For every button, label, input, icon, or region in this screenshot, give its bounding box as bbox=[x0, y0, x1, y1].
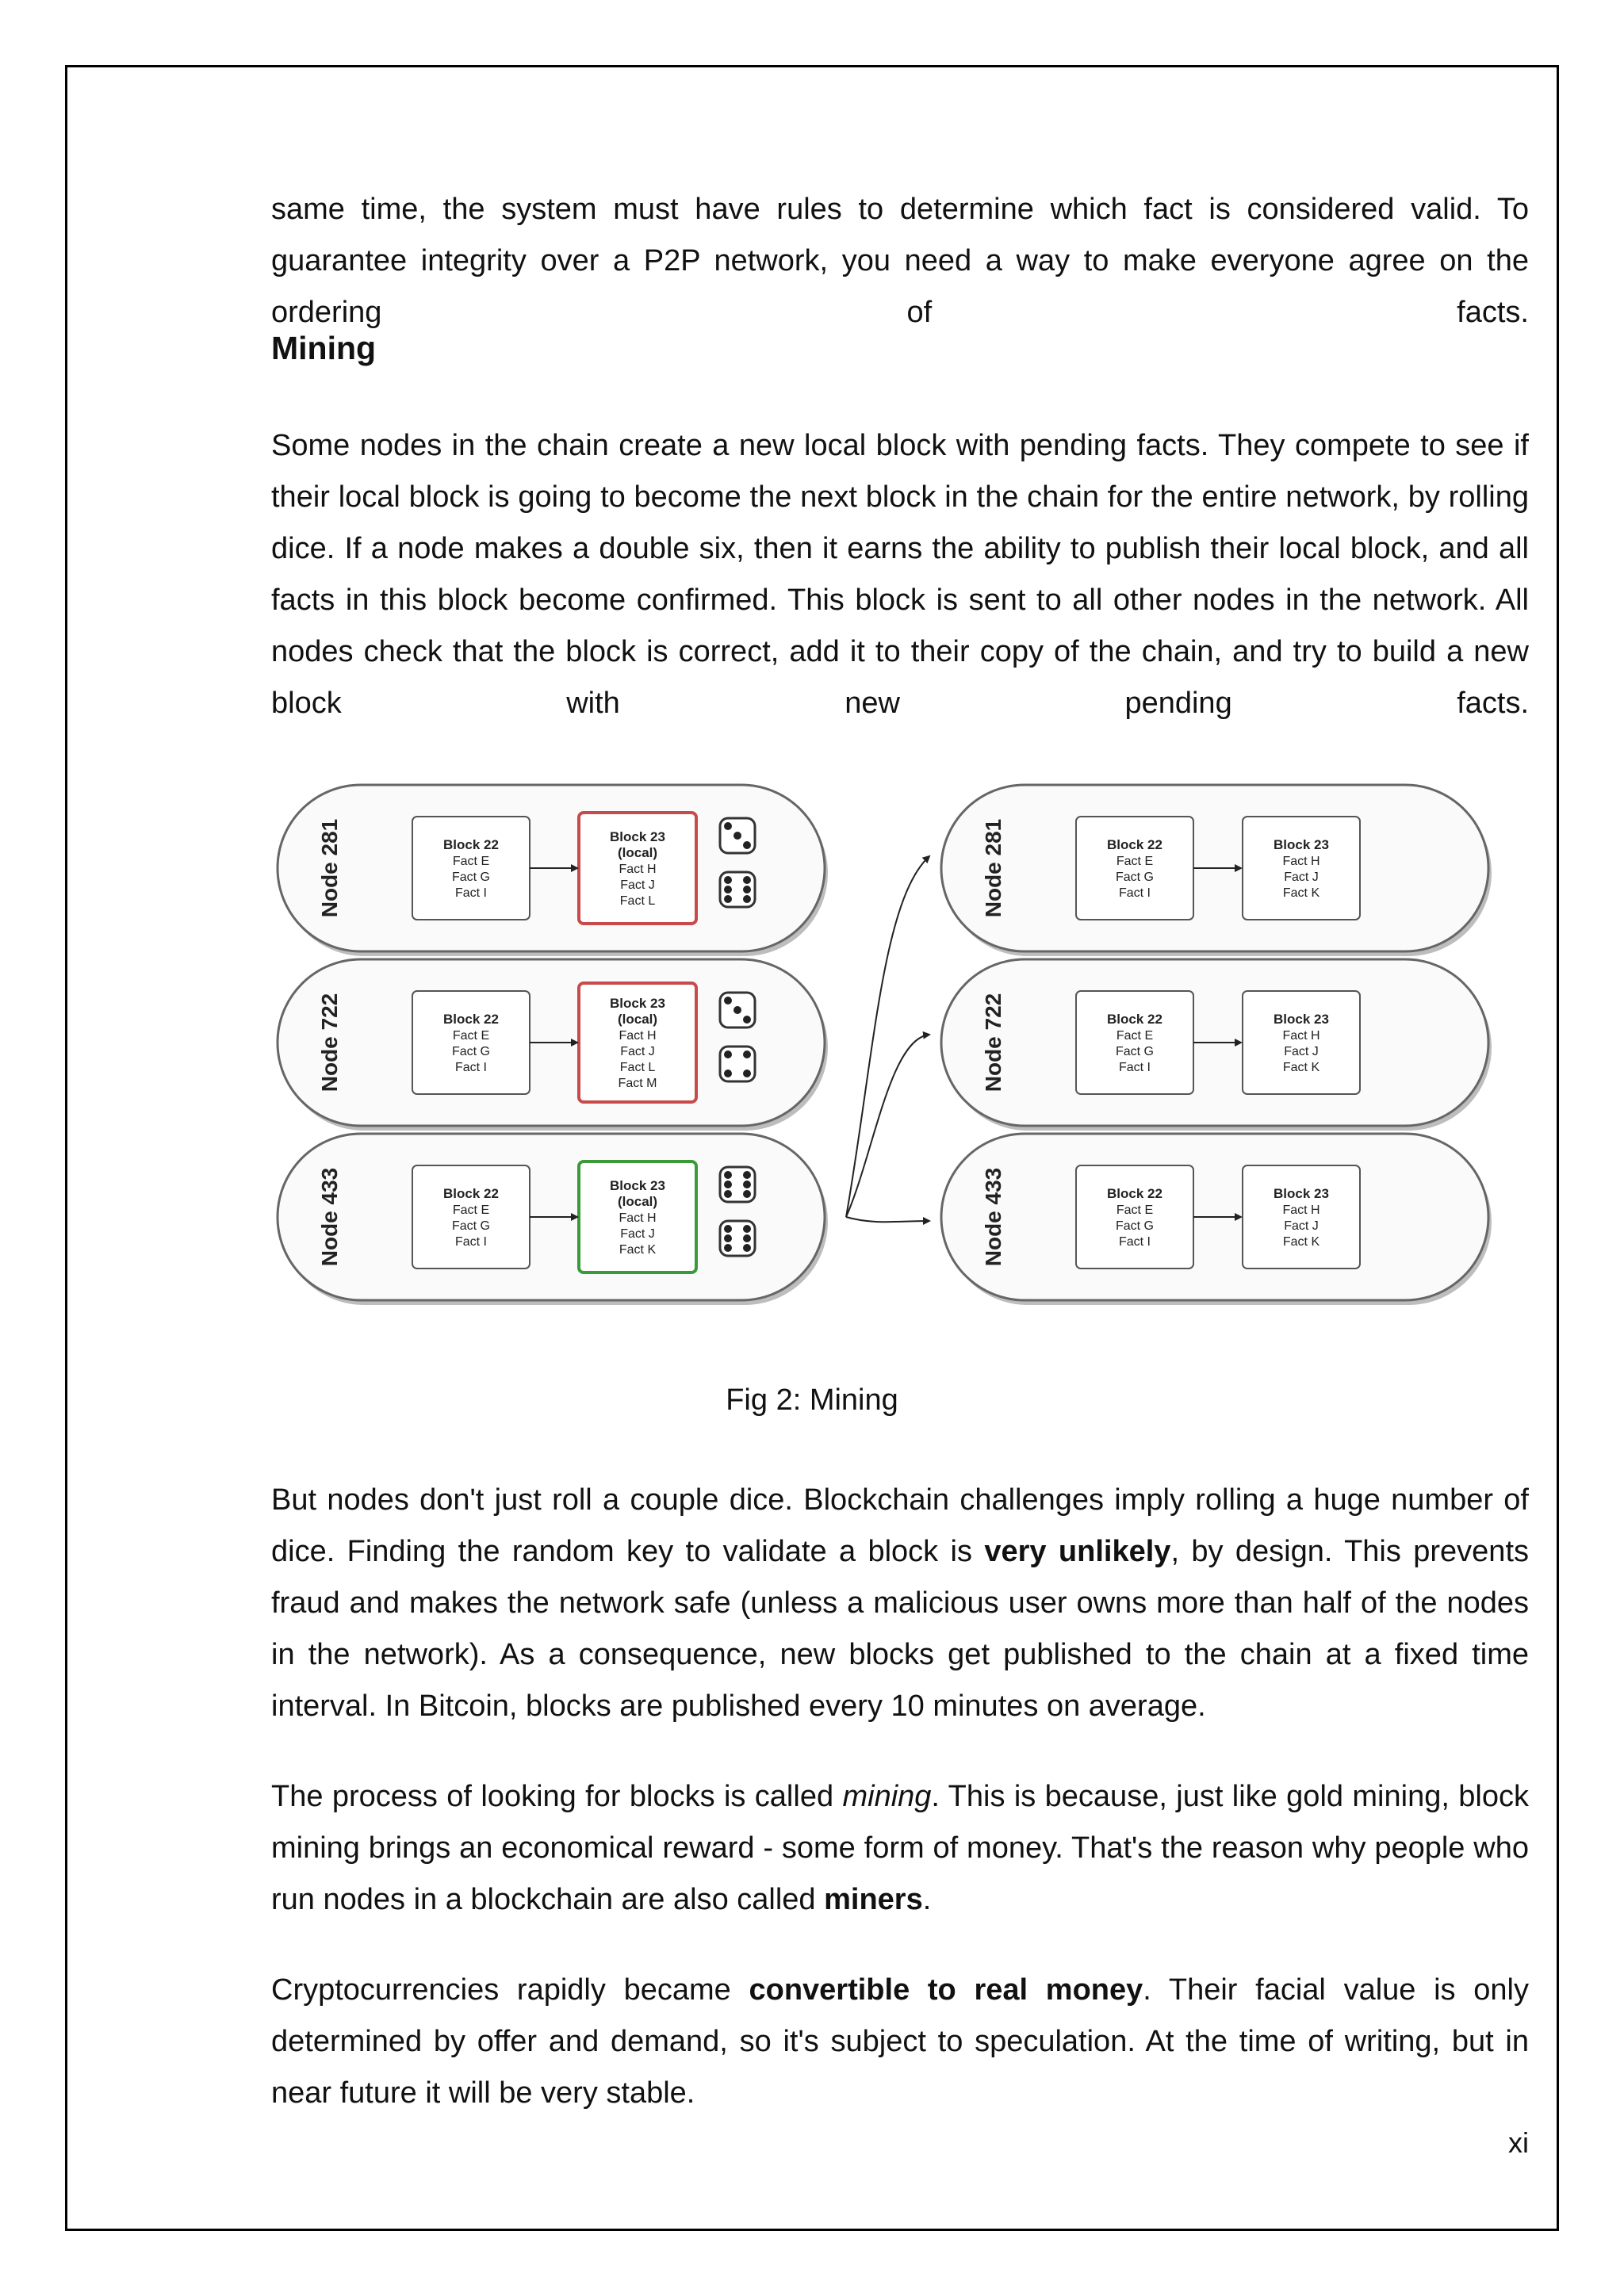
block-fact: Fact E bbox=[452, 1203, 490, 1217]
block-fact: Fact I bbox=[454, 1235, 488, 1249]
block-fact: Fact E bbox=[1116, 855, 1154, 868]
block-title: Block 23 bbox=[1274, 1012, 1329, 1027]
block-fact: Fact H bbox=[1282, 1029, 1320, 1043]
die-pip bbox=[743, 876, 751, 884]
block-title: Block 23 bbox=[1274, 837, 1329, 852]
block-fact: Fact J bbox=[1284, 1219, 1319, 1233]
block-title: Block 22 bbox=[1107, 1012, 1162, 1027]
die-pip bbox=[724, 822, 732, 830]
block-fact: Fact G bbox=[1115, 871, 1155, 884]
block-fact: Fact G bbox=[1115, 1219, 1155, 1233]
die-pip bbox=[724, 1244, 732, 1252]
block-23 bbox=[1243, 991, 1360, 1094]
die-pip bbox=[743, 1070, 751, 1077]
block-fact: (local) bbox=[617, 1194, 658, 1209]
block-fact: Fact E bbox=[1116, 1029, 1154, 1043]
block-fact: Fact E bbox=[452, 855, 490, 868]
block-title: Block 22 bbox=[443, 1012, 499, 1027]
dice-paragraph bbox=[271, 1475, 1529, 1732]
block-fact: Fact K bbox=[619, 1243, 657, 1257]
section-heading: Mining bbox=[271, 330, 377, 366]
block-fact: Fact H bbox=[1282, 1203, 1320, 1217]
die-pip bbox=[743, 1171, 751, 1179]
block-fact: Fact I bbox=[454, 886, 488, 900]
node-label: Node 281 bbox=[317, 818, 342, 918]
node-label: Node 433 bbox=[317, 1167, 342, 1267]
block-title: Block 22 bbox=[443, 1186, 499, 1201]
block-fact: Fact I bbox=[454, 1061, 488, 1074]
block-fact: (local) bbox=[617, 845, 658, 860]
crypto-paragraph-bold: convertible to real money bbox=[749, 1973, 1143, 2007]
block-fact: Fact J bbox=[1284, 871, 1319, 884]
block-fact: Fact I bbox=[1118, 1235, 1151, 1249]
node-label: Node 722 bbox=[981, 993, 1005, 1093]
block-22 bbox=[1076, 1165, 1193, 1269]
die-pip bbox=[733, 832, 741, 840]
crypto-paragraph-text-1: Cryptocurrencies rapidly became bbox=[271, 1973, 749, 2007]
block-title: Block 22 bbox=[1107, 837, 1162, 852]
mining-diagram bbox=[271, 773, 1529, 1320]
die-pip bbox=[743, 841, 751, 849]
process-paragraph-bold: miners bbox=[824, 1883, 923, 1916]
block-fact: Fact H bbox=[1282, 855, 1320, 868]
process-paragraph-text-2: . This is because, just like gold mining, block mining brings an economical reward - some form of money. That's the reason why people who run nodes in a blockchain are also called bbox=[271, 1780, 1529, 1916]
die-pip bbox=[743, 1225, 751, 1233]
die-pip bbox=[724, 1171, 732, 1179]
block-fact: Fact J bbox=[1284, 1045, 1319, 1058]
right-node-0 bbox=[941, 785, 1492, 956]
block-fact: (local) bbox=[617, 1012, 658, 1027]
block-fact: Fact J bbox=[620, 1227, 655, 1241]
figure-caption: Fig 2: Mining bbox=[726, 1383, 898, 1417]
block-fact: Fact H bbox=[619, 1211, 657, 1225]
die-pip bbox=[743, 1190, 751, 1198]
die-pip bbox=[724, 1234, 732, 1242]
die-pip bbox=[724, 1181, 732, 1188]
broadcast-arrow-3 bbox=[846, 1217, 929, 1222]
die-pip bbox=[743, 1244, 751, 1252]
block-fact: Fact G bbox=[451, 1219, 491, 1233]
block-title: Block 23 bbox=[610, 1178, 665, 1193]
die-pip bbox=[724, 1050, 732, 1058]
die-pip bbox=[733, 1006, 741, 1014]
die-pip bbox=[724, 1070, 732, 1077]
die-pip bbox=[743, 1234, 751, 1242]
die-pip bbox=[724, 1225, 732, 1233]
block-fact: Fact K bbox=[1282, 1061, 1320, 1074]
die-pip bbox=[724, 886, 732, 894]
block-fact: Fact I bbox=[1118, 1061, 1151, 1074]
die-pip bbox=[743, 886, 751, 894]
mining-figure bbox=[271, 773, 1529, 1320]
process-paragraph-italic: mining bbox=[842, 1780, 932, 1813]
block-22 bbox=[412, 817, 530, 920]
node-label: Node 281 bbox=[981, 818, 1005, 918]
die-pip bbox=[743, 1050, 751, 1058]
broadcast-arrow-1 bbox=[846, 856, 929, 1217]
node-label: Node 433 bbox=[981, 1167, 1005, 1267]
die-pip bbox=[743, 1181, 751, 1188]
block-title: Block 23 bbox=[1274, 1186, 1329, 1201]
broadcast-arrow-2 bbox=[846, 1035, 929, 1217]
dice-paragraph-text-2: , by design. This prevents fraud and makes the network safe (unless a malicious user owns more than half of the nodes in the network). As a consequence, new blocks get published to the chain at a fixed time interval. In Bitcoin, blocks are published every 10 minutes on average. bbox=[271, 1535, 1529, 1723]
block-fact: Fact L bbox=[619, 894, 656, 908]
process-paragraph-text-3: . bbox=[922, 1883, 932, 1916]
block-22 bbox=[1076, 817, 1193, 920]
left-node-1 bbox=[278, 959, 828, 1131]
block-title: Block 23 bbox=[610, 996, 665, 1011]
block-fact: Fact K bbox=[1282, 886, 1320, 900]
block-fact: Fact G bbox=[451, 1045, 491, 1058]
right-node-2 bbox=[941, 1134, 1492, 1305]
block-fact: Fact L bbox=[619, 1061, 656, 1074]
block-22 bbox=[1076, 991, 1193, 1094]
intro-paragraph bbox=[271, 184, 1529, 339]
die-pip bbox=[743, 895, 751, 903]
block-fact: Fact E bbox=[1116, 1203, 1154, 1217]
block-22 bbox=[412, 991, 530, 1094]
mining-paragraph-text: Some nodes in the chain create a new local block with pending facts. They compete to see if their local block is going to become the next block in the chain for the entire network, by rolling dice. If a node makes a double six, then it earns the ability to publish their local block, and all facts in this block become confirmed. This block is sent to all other nodes in the network. All nodes check that the block is correct, add it to their copy of the chain, and try to build a new block with new pending facts. bbox=[271, 429, 1529, 720]
die-pip bbox=[724, 895, 732, 903]
left-node-2 bbox=[278, 1134, 828, 1305]
die-pip bbox=[743, 1016, 751, 1024]
block-title: Block 23 bbox=[610, 829, 665, 844]
dice-paragraph-bold: very unlikely bbox=[984, 1535, 1171, 1568]
crypto-paragraph-text-2: . Their facial value is only determined by offer and demand, so it's subject to speculation. At the time of writing, but in near future it will be very stable. bbox=[271, 1973, 1529, 2110]
block-fact: Fact G bbox=[451, 871, 491, 884]
crypto-paragraph bbox=[271, 1965, 1529, 2119]
block-fact: Fact H bbox=[619, 863, 657, 876]
block-23 bbox=[1243, 1165, 1360, 1269]
block-title: Block 22 bbox=[443, 837, 499, 852]
process-paragraph-text-1: The process of looking for blocks is called bbox=[271, 1780, 843, 1813]
block-fact: Fact H bbox=[619, 1029, 657, 1043]
dice-paragraph-text-1: But nodes don't just roll a couple dice. Blockchain challenges imply rolling a huge number of dice. Finding the random key to validate a block is bbox=[271, 1483, 1529, 1568]
mining-paragraph bbox=[271, 420, 1529, 729]
block-23 bbox=[1243, 817, 1360, 920]
block-fact: Fact E bbox=[452, 1029, 490, 1043]
block-22 bbox=[412, 1165, 530, 1269]
block-fact: Fact J bbox=[620, 878, 655, 892]
block-fact: Fact J bbox=[620, 1045, 655, 1058]
die-pip bbox=[724, 1190, 732, 1198]
page-number: xi bbox=[1508, 2126, 1529, 2159]
die-pip bbox=[724, 876, 732, 884]
die-pip bbox=[724, 997, 732, 1004]
block-title: Block 22 bbox=[1107, 1186, 1162, 1201]
intro-paragraph-text: same time, the system must have rules to determine which fact is considered valid. To guarantee integrity over a P2P network, you need a way to make everyone agree on the ordering of facts. bbox=[271, 193, 1529, 329]
block-fact: Fact M bbox=[618, 1077, 657, 1090]
block-fact: Fact G bbox=[1115, 1045, 1155, 1058]
block-fact: Fact I bbox=[1118, 886, 1151, 900]
left-node-0 bbox=[278, 785, 828, 956]
block-fact: Fact K bbox=[1282, 1235, 1320, 1249]
node-label: Node 722 bbox=[317, 993, 342, 1093]
right-node-1 bbox=[941, 959, 1492, 1131]
process-paragraph bbox=[271, 1771, 1529, 1926]
